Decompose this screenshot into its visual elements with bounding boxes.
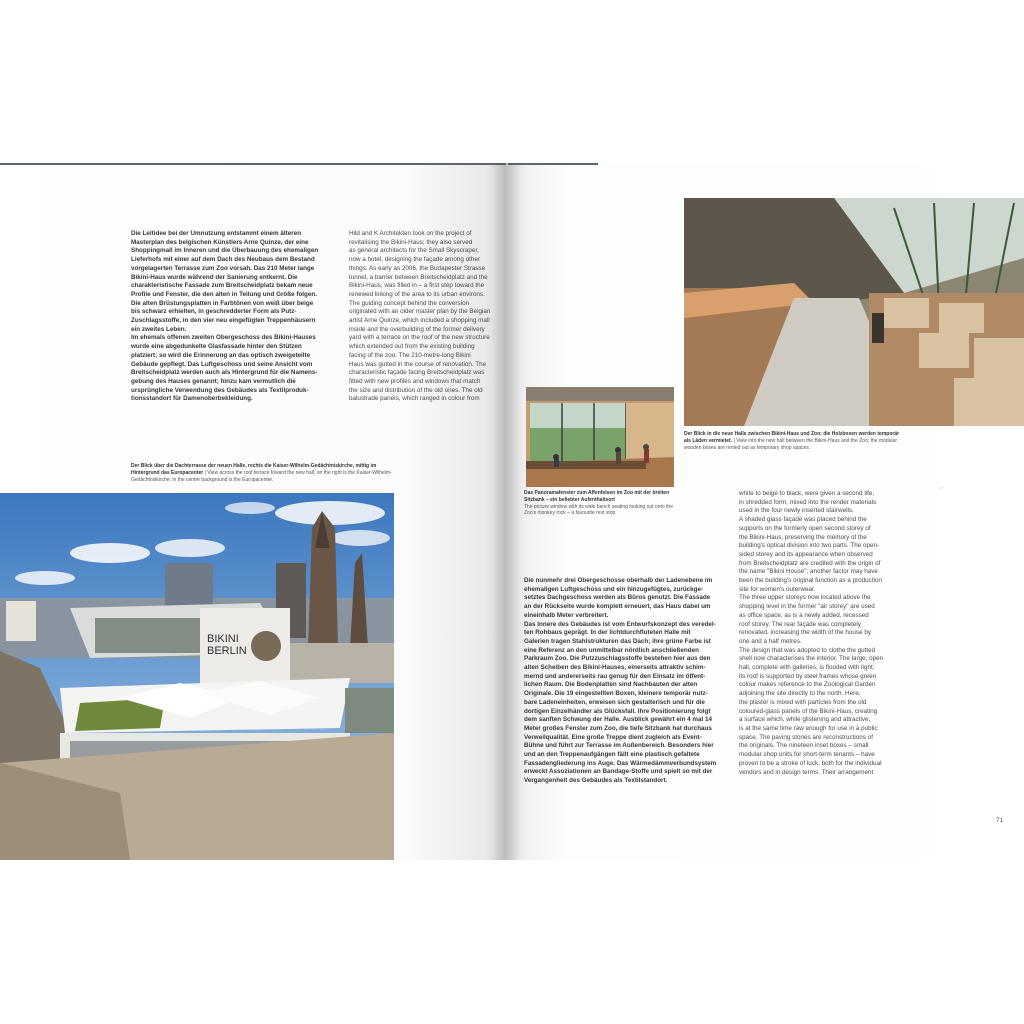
page-number: 71: [996, 817, 1004, 824]
top-rule: [508, 163, 598, 165]
body-text-german: Die nunmehr drei Obergeschosse oberhalb der Ladenebene im ehemaligen Luftgeschoss und ein hinzugefügtes, zurückge- setztes Dachgeschoss werden als Büros genutzt. Die Fassade an der Rückseite wurde komplett erneuert, das Haus dabei um eineinhalb Meter verbreitert. Das Innere des Gebäudes ist vom Entwurfskonzept des veredel- ten Rohbaus geprägt. In der lichtdurchfluteten Halle mit Galerien tragen Stahlstrukturen das Dach; ihre grüne Farbe ist eine Referenz an den unmittelbar nördlich anschließenden Parkraum Zoo. Die Putzzuschlagsstoffe bestehen hier aus den alten Scheiben des Bikini-Hauses, einerseits attraktiv schim- mernd und andererseits rau genug für den Einsatz im öffent- lichen Raum. Die Bodenplatten sind Nachbauten der alten Originale. Die 19 eingestellten Boxen, kleinere temporär nutz- bare Ladeneinheiten, erweisen sich gestalterisch und für die dortigen Einzelhändler als Glücksfall. Ihre Positionierung folgt dem sanften Schwung der Halle. Ausblick gewährt ein 4 mal 14 Meter großes Fenster zum Zoo, die tiefe Sitzbank hat durchaus Verweilqualität. Eine große Treppe dient zugleich als Event- Bühne und führt zur Terrasse im Außenbereich. Besonders hier und an den Treppenaufgängen fällt eine plastisch gefaltete Fassadengliederung ins Auge. Das Wärmedämmverbundsystem erweckt Assoziationen an Bandage-Stoffe und spielt so mit der Vergangenheit des Gebäudes als Textilstandort.: [524, 577, 717, 785]
caption-german: Der Blick in die neue Halle zwischen Bikini-Haus und Zoo; die Holzboxen werden temporär als Läden vermietet.: [684, 431, 900, 444]
hall-interior-photo: [684, 198, 1024, 426]
intro-text-german: Die Leitidee bei der Umnutzung entstammt einem älteren Masterplan des belgischen Künstlers Arne Quinze, der eine Shoppingmall im Inneren und die Überbauung des ehemaligen Lieferhofs mit einer auf dem Dach des Neubaus dem Bestand vorgelagerten Terrasse zum Zoo vorsah. Das 210 Meter lange Bikini-Haus wurde während der Sanierung entkernt. Die charakteristische Fassade zum Breitscheidplatz bekam neue Profile und Fenster, die den alten in Teilung und Größe folgen. Die alten Brüstungsplatten in Farbtönen von weiß über beige bis schwarz erhielten, in geschredderter Form als Putz- Zuschlagsstoffe, in den vier neu eingefügten Treppenhäusern ein zweites Leben. Im ehemals offenen zweiten Obergeschoss des Bikini-Hauses wurde eine abgedunkelte Glasfassade hinter den Stützen platziert; so wird die Erinnerung an das optisch zweigeteilte Gebäude gepflegt. Das Luftgeschoss und seine Ansicht vom Breitscheidplatz werden auch als Hintergrund für die Namens- gebung des Hauses genannt; hinzu kam vermutlich die ursprüngliche Verwendung des Gebäudes als Textilproduk- tionsstandort für Damenoberbekleidung.: [131, 230, 319, 403]
street-photo-caption: [131, 463, 393, 483]
intro-text-english: Hild and K Architekten took on the project of revitalising the Bikini-Haus; they also served as general architects for the Small Skyscraper, now a hotel, designing the façade among other things. As early as 2006, the Budapester Strasse tunnel, a barrier between Breitscheidplatz and the Bikini-Haus, was filled in – a first step toward the renewed linking of the area to its urban environs. The guiding concept behind the conversion originated with an older master plan by the Belgian artist Arne Quinze, which included a shopping mall inside and the overbuilding of the former delivery yard with a terrace on the roof of the new structure which extended out from the existing building facing of the zoo. The 210-metre-long Bikini Haus was gutted in the course of renovation. The characteristic façade facing Breitscheidplatz was fitted with new profiles and windows that match the size and distribution of the old ones. The old balustrade panels, which ranged in colour from: [349, 230, 491, 403]
window-illustration: [526, 387, 674, 487]
gutter-shadow: [492, 163, 520, 860]
window-photo-caption: [524, 490, 684, 517]
caption-german: Das Panoramafenster zum Affenfelsen im Zoo mit der breiten Sitzbank – ein beliebter Aufenthaltsort: [524, 490, 670, 503]
magazine-spread: [0, 163, 1024, 860]
registration-mark: • ·: [940, 485, 944, 490]
top-rule: [0, 163, 506, 165]
right-page: [506, 163, 1024, 860]
panorama-window-photo: [526, 387, 674, 487]
bikini-berlin-sign: BIKINI BERLIN: [207, 633, 247, 657]
caption-german: Der Blick über die Dachterrasse der neuen Halle, rechts die Kaiser-Wilhelm-Gedächtniskirche, mittig im Hintergrund das Europacenter: [131, 463, 377, 476]
caption-english: | View across the roof terrace toward the new hall; on the right is the Kaiser-Wilhelm-Gedächtniskirche; in the centre background is the Europacenter.: [131, 469, 392, 483]
caption-english: The picture window with its wide bench seating looking out onto the Zoo's monkey rock – a favourite rest stop: [524, 503, 673, 517]
hall-photo-caption: [684, 431, 904, 451]
exterior-illustration: [0, 493, 394, 860]
caption-english: | View into the new hall between the Bikini-Haus and the Zoo; the modular wooden boxes are rented out as temporary shop spaces.: [684, 437, 897, 451]
hall-illustration: [684, 198, 1024, 426]
body-text-english: white to beige to black, were given a second life, in shredded form, mixed into the render materials used in the four newly inserted stairwells. A shaded glass façade was placed behind the supports on the formerly open second storey of the Bikini-Haus, preserving the memory of the building's optical division into two parts. The open- sided storey and its appearance when observed from Breitscheidplatz are credited with the origin of the name "Bikini House"; another factor may have been the building's original function as a production site for women's outerwear. The three upper storeys now located above the shopping level in the former "air storey" are used as office space, as is a newly added, recessed roof storey. The rear façade was completely renovated, increasing the width of the house by one and a half metres. The design that was adopted to clothe the gutted shell now characterises the interior. The large, open hall, complete with galleries, is flooded with light; its roof is supported by steel frames whose green colour makes reference to the Zoological Garden adjoining the site directly to the north. Here, the plaster is mixed with particles from the old coloured-glass panels of the Bikini-Haus, creating a surface which, while glistening and attractive, is at the same time raw enough for use in a public space. The paving stones are reconstructions of the originals. The nineteen inset boxes – small modular shop units for short-term tenants – have proven to be a stroke of luck, both for the individual vendors and in design terms. Their arrangement: [739, 490, 884, 776]
bikini-berlin-exterior-photo: [0, 493, 394, 860]
left-page: [0, 163, 506, 860]
